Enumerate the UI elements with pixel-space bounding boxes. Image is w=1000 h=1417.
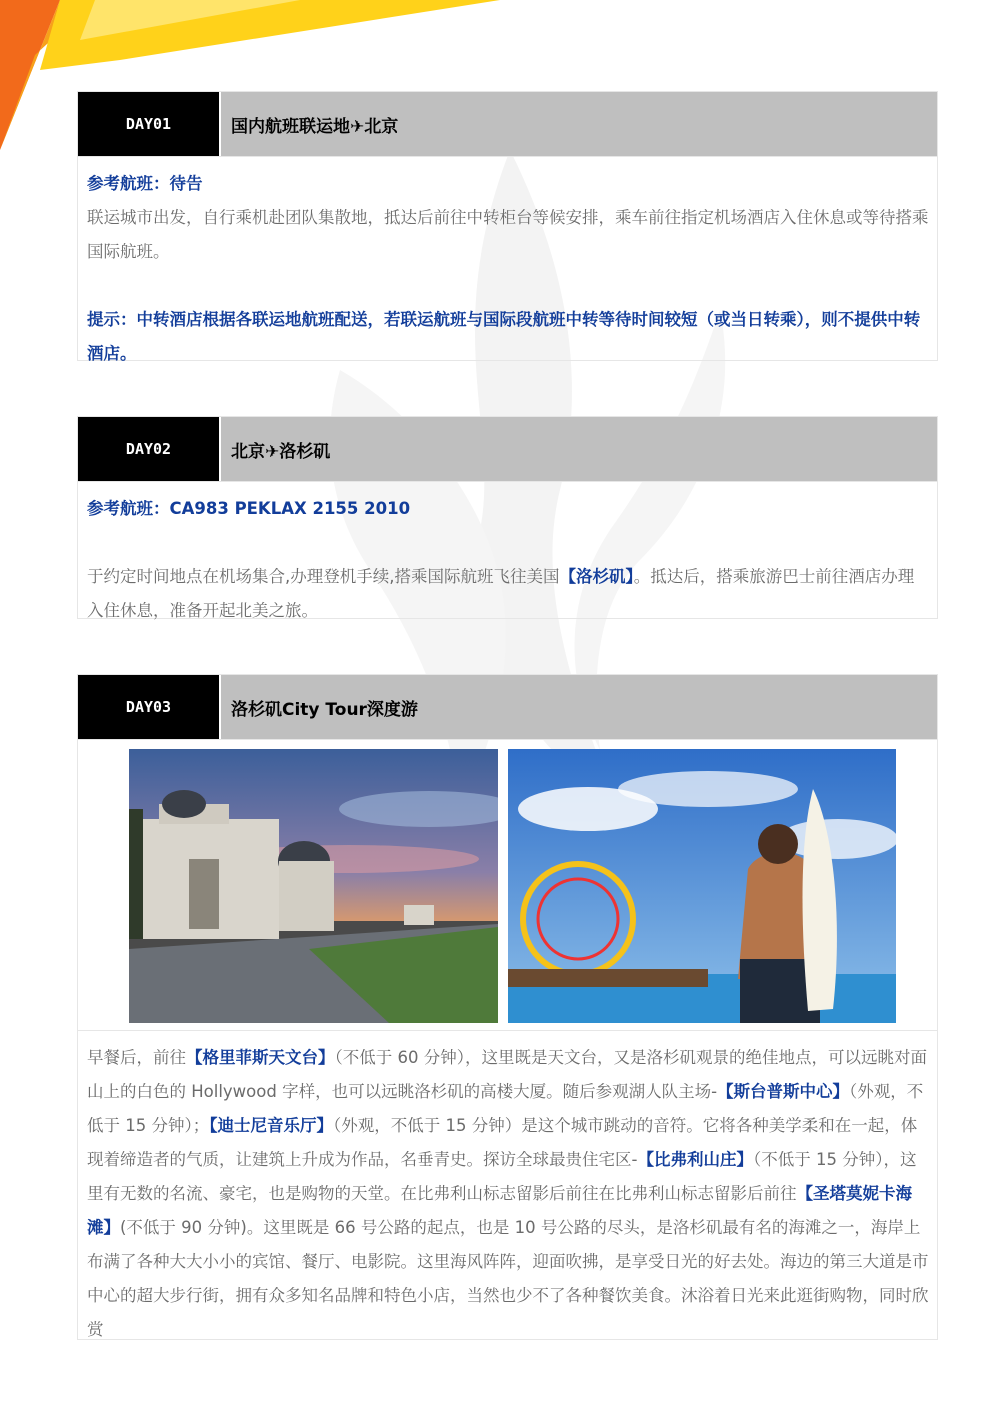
flight-info: 参考航班：待告 — [87, 174, 203, 193]
day-title: 国内航班联运地✈北京 — [221, 92, 937, 156]
day-title: 北京✈洛杉矶 — [221, 417, 937, 481]
santa-monica-photo — [508, 749, 896, 1023]
day-tag: DAY02 — [78, 417, 219, 481]
photo-row — [78, 740, 937, 1031]
text-segment: （不低于 60 分钟），这里既是天文台，又是洛杉矶观景的绝佳地点，可以远眺对面山上的白色的 Hollywood 字样，也可以远眺洛杉矶的高楼大厦。随后参观湖人队主场- — [87, 1048, 927, 1101]
highlight-place: 【圣塔莫妮卡海滩】 — [87, 1184, 912, 1237]
day-description — [87, 560, 929, 628]
day03-card — [77, 674, 938, 1340]
highlight-place: 【斯台普斯中心】 — [717, 1082, 850, 1101]
highlight-place: 【迪士尼音乐厅】 — [209, 1116, 333, 1135]
highlight-place: 【格里菲斯天文台】 — [186, 1048, 335, 1067]
text-segment: 早餐后，前往 — [87, 1048, 186, 1067]
text-segment: （外观，不低于 15 分钟）； — [87, 1082, 924, 1135]
day-description: 联运城市出发，自行乘机赴团队集散地，抵达后前往中转柜台等候安排，乘车前往指定机场酒店入住休息或等待搭乘国际航班。 — [87, 208, 929, 261]
tip-note: 提示：中转酒店根据各联运地航班配送，若联运航班与国际段航班中转等待时间较短（或当日转乘），则不提供中转酒店。 — [87, 310, 921, 363]
text-segment: (不低于 90 分钟)。这里既是 66 号公路的起点，也是 10 号公路的尽头，是洛杉矶最有名的海滩之一，海岸上布满了各种大大小小的宾馆、餐厅、电影院。这里海风阵阵，迎面吹拂，是享受日光的好去处。海边的第三大道是市中心的超大步行街，拥有众多知名品牌和特色小店，当然也少不了各种餐饮美食。沐浴着日光来此逛街购物，同时欣赏 — [87, 1218, 929, 1339]
day-tag: DAY01 — [78, 92, 219, 156]
text-segment: 。抵达后，搭乘旅游巴士前往酒店办理入住休息，准备开起北美之旅。 — [87, 567, 915, 620]
day02-card — [77, 416, 938, 619]
observatory-photo — [129, 749, 498, 1023]
text-segment: 于约定时间地点在机场集合,办理登机手续,搭乘国际航班飞往美国 — [87, 567, 560, 586]
day-tag: DAY03 — [78, 675, 219, 739]
day-description — [87, 1041, 929, 1347]
day01-card — [77, 91, 938, 361]
flight-info: 参考航班：CA983 PEKLAX 2155 2010 — [87, 499, 411, 518]
text-segment: （外观，不低于 15 分钟）是这个城市跳动的音符。它将各种美学柔和在一起，体现着缔造者的气质，让建筑上升成为作品，名垂青史。探访全球最贵住宅区- — [87, 1116, 918, 1169]
text-segment: （不低于 15 分钟），这里有无数的名流、豪宅，也是购物的天堂。在比弗利山标志留影后前往在比弗利山标志留影后前往 — [87, 1150, 917, 1203]
highlight-place: 【比弗利山庄】 — [637, 1150, 753, 1169]
day-title: 洛杉矶City Tour深度游 — [221, 675, 937, 739]
highlight-place: 【洛杉矶】 — [559, 567, 634, 586]
